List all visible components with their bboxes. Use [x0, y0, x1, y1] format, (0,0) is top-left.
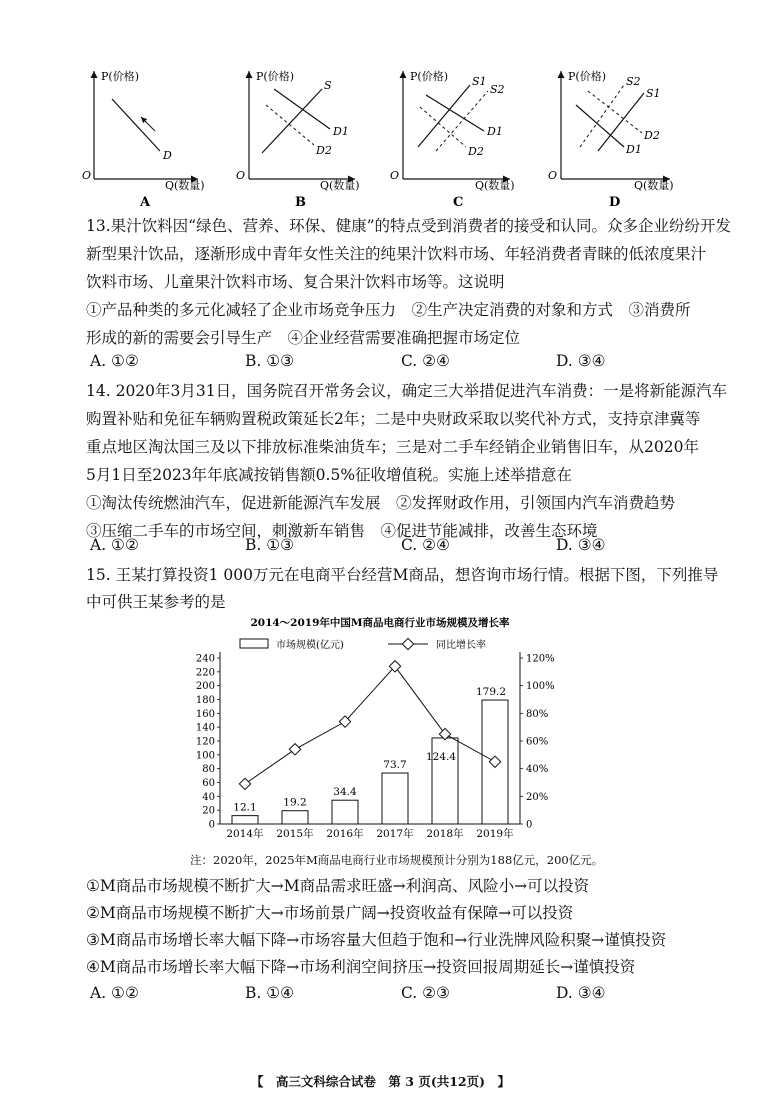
bar	[332, 800, 358, 824]
y-tick-label: 180	[195, 695, 215, 706]
svg-text:O: O	[390, 169, 400, 182]
q15-option-b: B. ①④	[245, 984, 295, 1002]
q15-line: 中可供王某参考的是	[86, 593, 226, 611]
q13-option-c: C. ②④	[401, 352, 450, 370]
svg-text:O: O	[236, 169, 246, 182]
q13-line: 新型果汁饮品，逐渐形成中青年女性关注的纯果汁饮料市场、年轻消费者青睐的低浓度果汁	[86, 245, 707, 263]
q13-option-b: B. ①③	[245, 352, 295, 370]
graph-d	[548, 69, 674, 192]
svg-text:S1: S1	[646, 87, 661, 100]
x-tick-label: 2017年	[376, 828, 414, 840]
chart-note: 注：2020年，2025年M商品电商行业市场规模预计分别为188亿元，200亿元。	[190, 853, 604, 867]
q14-option-a: A. ①②	[90, 536, 139, 554]
q15-option-d: D. ③④	[556, 984, 606, 1002]
graph-a	[82, 69, 205, 192]
svg-text:P(价格): P(价格)	[256, 70, 294, 83]
graph-a-d-label: D	[163, 149, 172, 162]
q15-option-a: A. ①②	[90, 984, 139, 1002]
y-tick-label: 120	[195, 736, 215, 748]
svg-text:Q(数量): Q(数量)	[320, 179, 360, 192]
svg-text:D1: D1	[487, 125, 503, 138]
q13-option-a: A. ①②	[90, 352, 139, 370]
y2-tick-label: 100%	[526, 681, 555, 693]
q15-line: ③M商品市场增长率大幅下降→市场容量大但趋于饱和→行业洗牌风险积聚→谨慎投资	[86, 931, 667, 949]
q13-line: 13.果汁饮料因“绿色、营养、环保、健康”的特点受到消费者的接受和认同。众多企业纷纷开发	[86, 217, 732, 235]
svg-text:D1: D1	[626, 143, 642, 156]
y-tick-label: 0	[208, 819, 215, 831]
q14-line: ①淘汰传统燃油汽车，促进新能源汽车发展 ②发挥财政作用，引领国内汽车消费趋势	[86, 494, 676, 512]
y-tick-label: 40	[202, 791, 215, 803]
y2-tick-label: 20%	[526, 791, 549, 803]
graph-letter-d: D	[609, 195, 621, 210]
graph-a-y-label: P(价格)	[101, 70, 139, 83]
y-tick-label: 80	[202, 764, 215, 776]
y-tick-label: 20	[202, 805, 215, 817]
svg-text:S2: S2	[490, 83, 505, 96]
bar-value-label: 73.7	[383, 759, 407, 772]
graph-b	[236, 69, 360, 192]
bar	[382, 773, 408, 824]
q14-option-d: D. ③④	[556, 536, 606, 554]
x-tick-label: 2018年	[426, 828, 464, 840]
graph-letter-c: C	[453, 195, 464, 210]
svg-text:D2: D2	[644, 129, 660, 142]
graph-letter-b: B	[295, 195, 306, 210]
graph-a-x-label: Q(数量)	[165, 179, 205, 192]
q14-line: 购置补贴和免征车辆购置税政策延长2年；二是中央财政采取以奖代补方式，支持京津冀等	[86, 410, 701, 428]
q14-option-b: B. ①③	[245, 536, 295, 554]
market-chart	[180, 612, 580, 862]
q15-line: ②M商品市场规模不断扩大→市场前景广阔→投资收益有保障→可以投资	[86, 904, 574, 922]
svg-text:S2: S2	[626, 75, 641, 88]
bar	[282, 811, 308, 824]
y-tick-label: 60	[202, 778, 215, 789]
graph-letter-a: A	[140, 195, 151, 210]
y-tick-label: 200	[195, 681, 215, 693]
svg-text:Q(数量): Q(数量)	[634, 179, 674, 192]
y2-tick-label: 80%	[526, 708, 549, 720]
x-tick-label: 2019年	[476, 828, 514, 840]
y2-tick-label: 60%	[526, 736, 549, 748]
q13-option-d: D. ③④	[556, 352, 606, 370]
svg-text:Q(数量): Q(数量)	[475, 179, 515, 192]
bar-value-label: 19.2	[283, 796, 307, 809]
chart-title: 2014～2019年中国M商品电商行业市场规模及增长率	[250, 617, 510, 629]
q13-line: 形成的新的需要会引导生产 ④企业经营需要准确把握市场定位	[86, 329, 521, 347]
q15-line: ①M商品市场规模不断扩大→M商品需求旺盛→利润高、风险小→可以投资	[86, 877, 590, 895]
x-tick-label: 2014年	[226, 828, 264, 840]
legend-bar-swatch	[240, 639, 268, 648]
y-tick-label: 140	[195, 722, 215, 734]
x-tick-label: 2015年	[276, 828, 314, 840]
q15-line: 15. 王某打算投资1 000万元在电商平台经营M商品，想咨询市场行情。根据下图，下列推导	[86, 566, 719, 584]
y-tick-label: 160	[195, 708, 215, 720]
graph-a-origin: O	[82, 169, 92, 182]
bar-value-label: 12.1	[233, 801, 257, 814]
q13-line: 饮料市场、儿童果汁饮料市场、复合果汁饮料市场等。这说明	[86, 273, 505, 291]
svg-text:D2: D2	[316, 144, 332, 157]
svg-text:O: O	[548, 169, 558, 182]
y2-tick-label: 0	[526, 819, 533, 831]
q14-line: ③压缩二手车的市场空间，刺激新车销售 ④促进节能减排，改善生态环境	[86, 522, 598, 540]
q15-line: ④M商品市场增长率大幅下降→市场利润空间挤压→投资回报周期延长→谨慎投资	[86, 958, 636, 976]
svg-text:P(价格): P(价格)	[568, 70, 606, 83]
supply-demand-graphs	[0, 55, 761, 215]
legend-line-label: 同比增长率	[436, 640, 486, 651]
svg-text:S: S	[324, 79, 332, 92]
bar-value-label: 124.4	[425, 750, 457, 763]
legend-bar-label: 市场规模(亿元)	[276, 640, 344, 651]
y-tick-label: 240	[195, 653, 215, 665]
growth-point	[239, 778, 250, 789]
q13-line: ①产品种类的多元化减轻了企业市场竞争压力 ②生产决定消费的对象和方式 ③消费所	[86, 301, 691, 319]
q14-option-c: C. ②④	[401, 536, 450, 554]
q14-line: 5月1日至2023年年底减按销售额0.5%征收增值税。实施上述举措意在	[86, 466, 573, 484]
y-tick-label: 100	[195, 750, 215, 762]
q14-line: 重点地区淘汰国三及以下排放标准柴油货车；三是对二手车经销企业销售旧车，从2020年	[86, 438, 699, 456]
legend-marker-swatch	[402, 638, 413, 649]
graph-c	[390, 69, 515, 192]
svg-text:D1: D1	[333, 125, 349, 138]
y2-tick-label: 120%	[526, 653, 555, 665]
q15-option-c: C. ②③	[401, 984, 450, 1002]
svg-text:S1: S1	[472, 75, 487, 88]
bar-value-label: 34.4	[333, 786, 357, 799]
svg-text:D2: D2	[468, 145, 484, 158]
chart-legend	[240, 638, 486, 651]
page-footer: 【 高三文科综合试卷 第 3 页(共12页) 】	[250, 1074, 511, 1089]
svg-text:P(价格): P(价格)	[410, 70, 448, 83]
q14-line: 14. 2020年3月31日，国务院召开常务会议，确定三大举措促进汽车消费：一是将新能源汽车	[86, 382, 728, 400]
y2-tick-label: 40%	[526, 764, 549, 776]
y-tick-label: 220	[195, 667, 215, 679]
x-tick-label: 2016年	[326, 828, 364, 840]
bar-value-label: 179.2	[475, 686, 507, 699]
growth-point	[289, 744, 300, 755]
bar	[232, 816, 258, 824]
